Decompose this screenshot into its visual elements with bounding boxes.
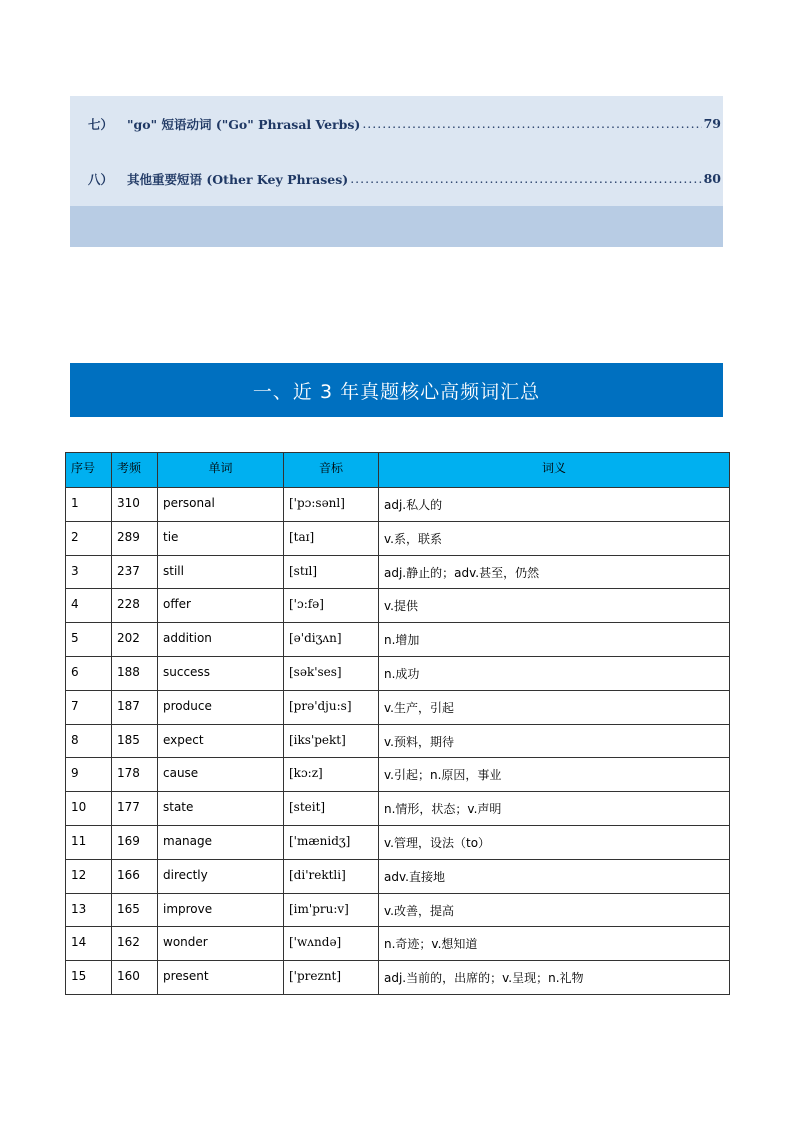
- cell-phonetic: [ə'diʒʌn]: [284, 623, 379, 657]
- cell-phonetic: [prə'dju:s]: [284, 690, 379, 724]
- cell-phonetic: ['wʌndə]: [284, 927, 379, 961]
- table-row: [66, 792, 730, 826]
- cell-word: manage: [158, 825, 284, 859]
- column-header-index: 序号: [66, 453, 112, 488]
- cell-index: 7: [66, 690, 112, 724]
- cell-word: directly: [158, 859, 284, 893]
- cell-phonetic: [kɔ:z]: [284, 758, 379, 792]
- cell-frequency: 228: [112, 589, 158, 623]
- table-row: [66, 961, 730, 995]
- toc-entry-title: "go" 短语动词 ("Go" Phrasal Verbs): [127, 116, 361, 132]
- toc-entry-number: 八）: [88, 171, 114, 187]
- cell-meaning: v.提供: [379, 589, 730, 623]
- cell-frequency: 310: [112, 488, 158, 522]
- cell-phonetic: [stɪl]: [284, 555, 379, 589]
- cell-word: success: [158, 656, 284, 690]
- column-header-meaning: 词义: [379, 453, 730, 488]
- cell-frequency: 188: [112, 656, 158, 690]
- table-row: [66, 521, 730, 555]
- cell-index: 10: [66, 792, 112, 826]
- cell-meaning: adj.私人的: [379, 488, 730, 522]
- cell-word: offer: [158, 589, 284, 623]
- cell-word: present: [158, 961, 284, 995]
- cell-meaning: v.生产，引起: [379, 690, 730, 724]
- section-title-banner: [70, 363, 723, 417]
- cell-word: expect: [158, 724, 284, 758]
- cell-frequency: 289: [112, 521, 158, 555]
- cell-frequency: 178: [112, 758, 158, 792]
- table-row: [66, 893, 730, 927]
- cell-word: still: [158, 555, 284, 589]
- cell-word: state: [158, 792, 284, 826]
- cell-phonetic: ['ɔ:fə]: [284, 589, 379, 623]
- cell-word: wonder: [158, 927, 284, 961]
- cell-meaning: v.引起；n.原因，事业: [379, 758, 730, 792]
- cell-index: 3: [66, 555, 112, 589]
- column-header-frequency: 考频: [112, 453, 158, 488]
- cell-frequency: 165: [112, 893, 158, 927]
- cell-phonetic: [taɪ]: [284, 521, 379, 555]
- toc-entry-page: 80: [703, 171, 721, 186]
- cell-index: 6: [66, 656, 112, 690]
- cell-meaning: n.奇迹；v.想知道: [379, 927, 730, 961]
- cell-frequency: 169: [112, 825, 158, 859]
- cell-index: 12: [66, 859, 112, 893]
- cell-word: addition: [158, 623, 284, 657]
- cell-index: 13: [66, 893, 112, 927]
- cell-phonetic: [sək'ses]: [284, 656, 379, 690]
- cell-meaning: adj.当前的，出席的；v.呈现；n.礼物: [379, 961, 730, 995]
- toc-entry-page: 79: [703, 116, 721, 131]
- cell-index: 11: [66, 825, 112, 859]
- cell-phonetic: ['preznt]: [284, 961, 379, 995]
- cell-index: 5: [66, 623, 112, 657]
- table-row: [66, 623, 730, 657]
- cell-index: 14: [66, 927, 112, 961]
- cell-frequency: 202: [112, 623, 158, 657]
- cell-word: improve: [158, 893, 284, 927]
- cell-meaning: n.成功: [379, 656, 730, 690]
- cell-meaning: v.预料，期待: [379, 724, 730, 758]
- cell-meaning: adv.直接地: [379, 859, 730, 893]
- cell-frequency: 187: [112, 690, 158, 724]
- cell-meaning: v.管理，设法（to）: [379, 825, 730, 859]
- cell-phonetic: [im'pru:v]: [284, 893, 379, 927]
- cell-phonetic: [di'rektli]: [284, 859, 379, 893]
- cell-index: 4: [66, 589, 112, 623]
- table-row: [66, 656, 730, 690]
- toc-entry[interactable]: [70, 151, 723, 206]
- cell-word: cause: [158, 758, 284, 792]
- table-row: [66, 825, 730, 859]
- cell-frequency: 177: [112, 792, 158, 826]
- table-row: [66, 555, 730, 589]
- cell-index: 8: [66, 724, 112, 758]
- toc-bottom-band: [70, 206, 723, 247]
- cell-frequency: 160: [112, 961, 158, 995]
- toc-leader-dots: [362, 116, 701, 131]
- cell-word: produce: [158, 690, 284, 724]
- cell-index: 1: [66, 488, 112, 522]
- toc-entry-number: 七）: [88, 116, 114, 132]
- cell-meaning: v.改善，提高: [379, 893, 730, 927]
- cell-frequency: 185: [112, 724, 158, 758]
- table-row: [66, 758, 730, 792]
- table-row: [66, 927, 730, 961]
- cell-phonetic: [steit]: [284, 792, 379, 826]
- cell-index: 2: [66, 521, 112, 555]
- cell-frequency: 162: [112, 927, 158, 961]
- table-header-row: [66, 453, 730, 488]
- table-row: [66, 690, 730, 724]
- toc-leader-dots: [350, 171, 701, 186]
- cell-phonetic: ['pɔ:sənl]: [284, 488, 379, 522]
- column-header-phonetic: 音标: [284, 453, 379, 488]
- cell-index: 15: [66, 961, 112, 995]
- cell-meaning: adj.静止的；adv.甚至，仍然: [379, 555, 730, 589]
- cell-meaning: n.情形，状态；v.声明: [379, 792, 730, 826]
- cell-index: 9: [66, 758, 112, 792]
- vocabulary-table: [65, 452, 730, 995]
- cell-phonetic: [iks'pekt]: [284, 724, 379, 758]
- section-title: 一、近 3 年真题核心高频词汇总: [252, 380, 541, 403]
- table-row: [66, 488, 730, 522]
- cell-meaning: n.增加: [379, 623, 730, 657]
- toc-entry[interactable]: [70, 96, 723, 151]
- toc-entry-title: 其他重要短语 (Other Key Phrases): [127, 171, 349, 187]
- cell-word: personal: [158, 488, 284, 522]
- cell-phonetic: ['mænidʒ]: [284, 825, 379, 859]
- table-row: [66, 589, 730, 623]
- table-row: [66, 724, 730, 758]
- cell-meaning: v.系，联系: [379, 521, 730, 555]
- table-row: [66, 859, 730, 893]
- column-header-word: 单词: [158, 453, 284, 488]
- cell-frequency: 166: [112, 859, 158, 893]
- cell-frequency: 237: [112, 555, 158, 589]
- table-of-contents: [70, 96, 723, 247]
- cell-word: tie: [158, 521, 284, 555]
